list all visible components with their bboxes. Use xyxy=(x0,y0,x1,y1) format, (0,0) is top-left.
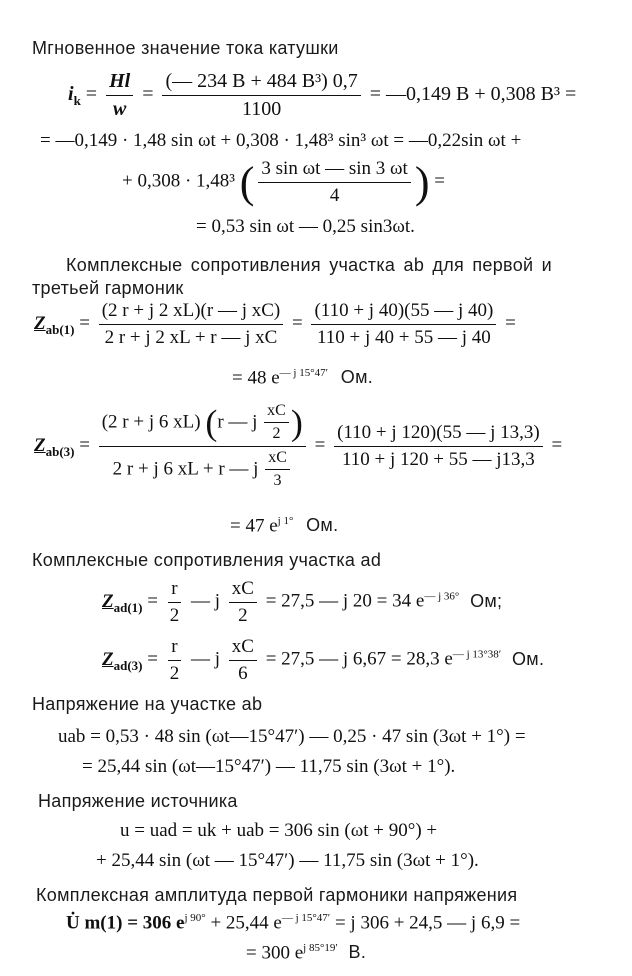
zad1-f1n: r xyxy=(168,578,180,603)
equation-ik-line2: = —0,149 · 1,48 sin ωt + 0,308 · 1,48³ sin³ ωt = —0,22sin ωt + xyxy=(40,130,522,151)
zad1-frac2 xyxy=(229,578,257,627)
ik-frac-hw xyxy=(106,70,133,121)
zad3-f2n: xC xyxy=(229,636,257,661)
equation-ik: $i_k$ = $\frac{Hl}{w}$ = $\frac{\text{(— 234 B + 484 B³) 0,7}}{1100}$ = —0,149 B + 0,308 B³ = xyxy=(68,70,577,120)
zad3-f2d: 6 xyxy=(238,662,248,684)
equation-u-line2: + 25,44 sin (ωt — 15°47′) — 11,75 sin (3ωt + 1°). xyxy=(96,850,479,871)
um-line2: = 300 e xyxy=(246,942,304,964)
ik-symbol: i xyxy=(68,83,74,106)
zab3-frac1: (2 r + j 6 xL) (r — j $\frac{xC}{2}$ ) 2 r + j 6 xL + r — j $\frac{xC}{3}$ xyxy=(99,402,306,491)
zab1-exp: — j 15°47′ xyxy=(279,367,329,379)
equation-um-line1 xyxy=(66,912,520,934)
zab1-frac1 xyxy=(99,300,284,349)
zab3-den-fn: xC xyxy=(265,449,290,470)
text-zad-intro: Комплексные сопротивления участка ad xyxy=(32,550,382,570)
text-complex-amplitude: Комплексная амплитуда первой гармоники напряжения xyxy=(36,885,518,905)
ik-frac-den: w xyxy=(112,98,127,120)
zad3-frac2 xyxy=(229,636,257,685)
zad3-unit: Ом. xyxy=(511,648,545,669)
zab3-num-frac xyxy=(264,402,289,444)
zad3-mid: — j xyxy=(190,648,220,670)
ik-den: 1100 xyxy=(241,98,282,120)
zad3-f1n: r xyxy=(168,636,180,661)
zab3-den-pre: 2 r + j 6 xL + r — j xyxy=(112,458,259,480)
zad3-symbol: Z xyxy=(102,648,114,670)
zab3-den2: 110 + j 120 + 55 — j13,3 xyxy=(341,448,535,470)
zad1-rhs: = 27,5 — j 20 = 34 e xyxy=(265,590,425,612)
zab1-num2: (110 + j 40)(55 — j 40) xyxy=(311,300,496,325)
text-zab-intro: Комплексные сопротивления участка ab для первой и xyxy=(66,255,553,275)
zab1-sub: ab(1) xyxy=(45,321,75,337)
ik-line3-frac xyxy=(258,158,410,207)
ik-rhs: = —0,149 B + 0,308 B³ = xyxy=(369,83,577,106)
zad1-f2d: 2 xyxy=(238,604,248,626)
zab1-unit: Ом. xyxy=(340,367,374,388)
zab3-den-frac xyxy=(265,449,290,491)
zad3-rhs: = 27,5 — j 6,67 = 28,3 e xyxy=(265,648,453,670)
zad1-exp: — j 36° xyxy=(424,590,460,603)
equation-zad3: $Z_{ad(3)}$ = $\frac{r}{2}$ — j $\frac{xC}{6}$ = 27,5 — j 6,67 = 28,3 $e^{— j 13^\circ 38'}$ Ом. xyxy=(102,636,545,684)
zad1-symbol: Z xyxy=(102,590,114,612)
um-exp2: — j 15°47′ xyxy=(281,912,331,924)
zab3-num-fd: 2 xyxy=(272,425,281,443)
zab3-unit: Ом. xyxy=(306,515,339,536)
zab1-den2: 110 + j 40 + 55 — j 40 xyxy=(317,326,491,348)
zad1-unit: Ом; xyxy=(470,590,503,611)
zad3-exp: — j 13°38′ xyxy=(452,648,502,661)
ik-line3-pre: + 0,308 · 1,48³ xyxy=(122,170,235,192)
zad1-f2n: xC xyxy=(229,578,257,603)
zab1-frac2 xyxy=(311,300,496,349)
equation-zad1: $Z_{ad(1)}$ = $\frac{r}{2}$ — j $\frac{xC}{2}$ = 27,5 — j 20 = 34 $e^{— j 36^\circ}$ Ом; xyxy=(102,578,503,626)
um-exp3: j 85°19′ xyxy=(303,942,338,954)
zad1-frac1 xyxy=(167,578,183,627)
equation-um-line2 xyxy=(246,942,366,964)
zab1-den1: 2 r + j 2 xL + r — j xC xyxy=(104,326,278,348)
um-post: = j 306 + 24,5 — j 6,9 = xyxy=(330,912,521,934)
zab3-sub: ab(3) xyxy=(45,443,75,459)
zad1-f1d: 2 xyxy=(169,604,180,626)
zab3-den-fd: 3 xyxy=(273,472,282,490)
equation-uab-line1: uab = 0,53 · 48 sin (ωt—15°47′) — 0,25 · 47 sin (3ωt + 1°) = xyxy=(58,726,526,747)
zab3-num-mid: r — j xyxy=(217,411,258,433)
um-pre: U̇ m(1) = 306 e xyxy=(66,912,185,934)
zad3-f1d: 2 xyxy=(169,662,180,684)
zab1-result: = 48 e xyxy=(232,367,280,389)
zab3-frac2 xyxy=(334,422,543,471)
equation-u-line1: u = uad = uk + uab = 306 sin (ωt + 90°) + xyxy=(120,820,438,841)
zab3-exp: j 1° xyxy=(277,515,294,527)
zab3-num-fn: xC xyxy=(264,402,289,423)
ik-frac-num: Hl xyxy=(109,70,131,92)
zad3-frac1 xyxy=(167,636,183,685)
equation-zab3: $Z_{ab(3)}$ = (2 r + j 6 xL) (r — j $\frac{xC}{2}$ ) 2 r + j 6 xL + r — j $\frac{xC}{3}$ = $\frac{(110 + j 120)(55 — j 13,3)}{110 + j 120 + 55 — j13,3}$ = xyxy=(34,402,563,490)
um-mid: + 25,44 e xyxy=(205,912,282,934)
zab3-result: = 47 e xyxy=(230,515,278,537)
text-current-instant: Мгновенное значение тока катушки xyxy=(32,38,339,58)
zad1-sub: ad(1) xyxy=(113,599,143,615)
ik-frac-main xyxy=(162,70,360,121)
zab1-symbol: Z xyxy=(34,312,46,334)
ik-line3-post: = xyxy=(434,170,445,192)
zad3-sub: ad(3) xyxy=(113,657,143,673)
zab3-num2: (110 + j 120)(55 — j 13,3) xyxy=(334,422,543,447)
zad1-mid: — j xyxy=(190,590,220,612)
equation-ik-line4: = 0,53 sin ωt — 0,25 sin3ωt. xyxy=(196,216,415,237)
equation-zab1: $Z_{ab(1)}$ = $\frac{\text{(2 r + j 2 xL)(r — j xC)}}{\text{2 r + j 2 xL + r — j xC}}$ = $\frac{(110 + j 40)(55 — j 40)}{110 + j 40 + 55 — j 40}$ = xyxy=(34,300,516,348)
ik-line3-num: 3 sin ωt — sin 3 ωt xyxy=(258,158,410,183)
equation-zab1-result xyxy=(232,367,373,389)
text-uab-intro: Напряжение на участке ab xyxy=(32,694,263,714)
text-zab-intro-2: третьей гармоник xyxy=(32,278,184,298)
um-unit: В. xyxy=(348,942,367,963)
equation-uab-line2: = 25,44 sin (ωt—15°47′) — 11,75 sin (3ωt + 1°). xyxy=(82,756,456,777)
ik-sub: k xyxy=(73,93,81,109)
ik-num: (— 234 B + 484 B³) 0,7 xyxy=(162,70,360,96)
equation-zab3-result xyxy=(230,515,338,537)
zab3-num-pre: (2 r + j 6 xL) xyxy=(101,411,201,433)
zab3-symbol: Z xyxy=(34,434,46,456)
ik-line3-den: 4 xyxy=(329,184,340,206)
zab1-num1: (2 r + j 2 xL)(r — j xC) xyxy=(99,300,284,325)
equation-ik-line3: + 0,308 · 1,48³ ( $\frac{\text{3 sin ωt — sin 3 ωt}}{4}$ ) = xyxy=(122,157,445,207)
text-source-voltage: Напряжение источника xyxy=(38,791,238,811)
um-exp1: j 90° xyxy=(184,912,206,924)
